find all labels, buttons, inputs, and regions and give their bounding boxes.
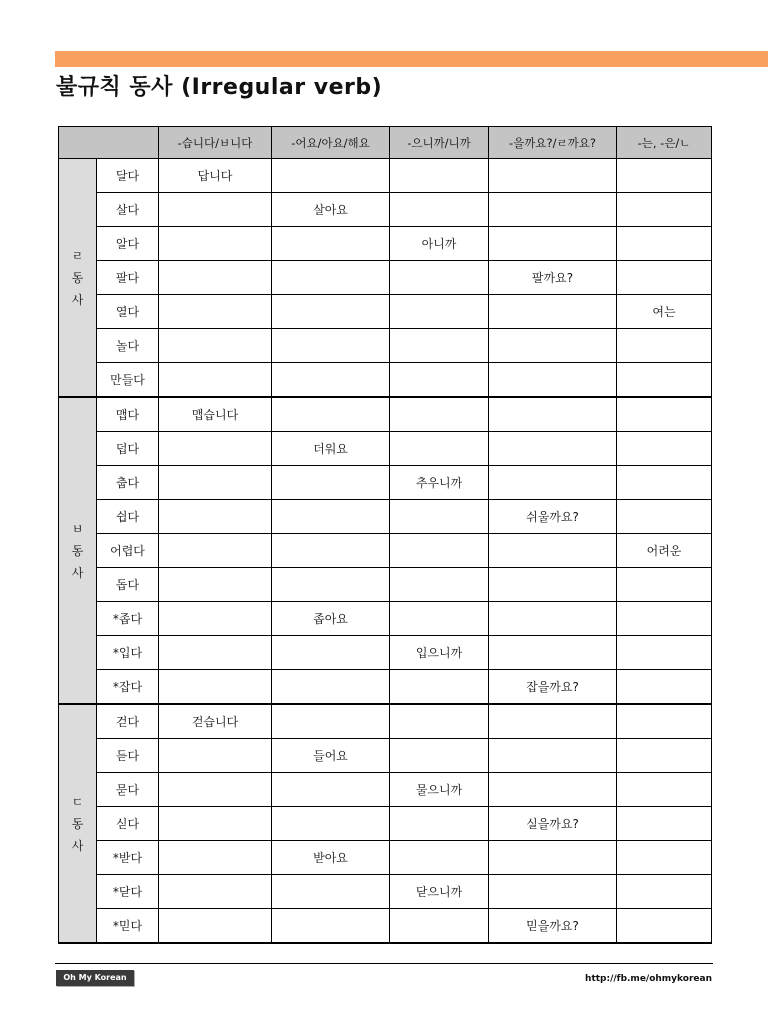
verb-cell: *믿다	[97, 909, 159, 944]
conjugation-cell: 어려운	[617, 534, 712, 568]
verb-cell: *닫다	[97, 875, 159, 909]
verb-cell: 싣다	[97, 807, 159, 841]
table-row	[59, 159, 712, 193]
conjugation-cell: 입으니까	[390, 636, 489, 670]
verb-cell: *좁다	[97, 602, 159, 636]
table-row	[59, 295, 712, 329]
conjugation-cell	[272, 534, 390, 568]
conjugation-cell	[390, 807, 489, 841]
conjugation-cell	[159, 636, 272, 670]
table-row	[59, 773, 712, 807]
conjugation-cell	[159, 193, 272, 227]
conjugation-cell	[159, 295, 272, 329]
conjugation-cell	[489, 159, 617, 193]
conjugation-cell	[272, 363, 390, 398]
verb-cell: 팔다	[97, 261, 159, 295]
verb-group-label-char: 사	[71, 292, 84, 307]
conjugation-cell: 물으니까	[390, 773, 489, 807]
verb-group-label-char: 사	[71, 565, 84, 580]
conjugation-cell	[617, 193, 712, 227]
verb-cell: 덥다	[97, 432, 159, 466]
table-row	[59, 227, 712, 261]
conjugation-cell	[390, 841, 489, 875]
conjugation-cell	[489, 466, 617, 500]
conjugation-cell	[489, 704, 617, 739]
conjugation-cell	[489, 841, 617, 875]
page-title: 불규칙 동사 (Irregular verb)	[56, 75, 383, 100]
conjugation-cell	[272, 397, 390, 432]
conjugation-cell	[489, 295, 617, 329]
table-row	[59, 909, 712, 944]
header-cell-corner	[59, 127, 159, 159]
conjugation-cell	[617, 739, 712, 773]
table-row	[59, 500, 712, 534]
verb-cell: 살다	[97, 193, 159, 227]
verb-group-label-char: 동	[71, 543, 84, 558]
conjugation-cell	[489, 875, 617, 909]
conjugation-cell	[617, 807, 712, 841]
conjugation-cell	[617, 397, 712, 432]
verb-cell: 어렵다	[97, 534, 159, 568]
conjugation-cell	[390, 500, 489, 534]
conjugation-cell: 여는	[617, 295, 712, 329]
verb-group-label-char: 동	[71, 270, 84, 285]
conjugation-cell	[390, 568, 489, 602]
conjugation-cell	[489, 227, 617, 261]
header-row	[59, 127, 712, 159]
verb-cell: *받다	[97, 841, 159, 875]
conjugation-cell: 받아요	[272, 841, 390, 875]
table-row	[59, 568, 712, 602]
conjugation-cell	[159, 909, 272, 944]
conjugation-cell	[159, 739, 272, 773]
conjugation-cell	[617, 909, 712, 944]
conjugation-cell	[489, 432, 617, 466]
conjugation-cell	[489, 636, 617, 670]
conjugation-cell	[617, 500, 712, 534]
conjugation-cell	[272, 636, 390, 670]
conjugation-cell	[390, 329, 489, 363]
conjugation-cell	[390, 534, 489, 568]
top-accent-bar	[55, 51, 768, 67]
header-cell-because: -으니까/니까	[390, 127, 489, 159]
conjugation-cell	[159, 841, 272, 875]
table-row	[59, 363, 712, 398]
verb-cell: 돕다	[97, 568, 159, 602]
conjugation-cell	[390, 602, 489, 636]
conjugation-cell: 답니다	[159, 159, 272, 193]
conjugation-cell	[390, 159, 489, 193]
conjugation-cell	[617, 773, 712, 807]
verb-cell: 맵다	[97, 397, 159, 432]
conjugation-cell	[272, 466, 390, 500]
table-row	[59, 193, 712, 227]
conjugation-cell	[617, 602, 712, 636]
conjugation-cell: 맵습니다	[159, 397, 272, 432]
conjugation-cell	[272, 670, 390, 705]
conjugation-cell	[272, 773, 390, 807]
conjugation-cell	[617, 568, 712, 602]
conjugation-cell	[617, 227, 712, 261]
conjugation-cell	[390, 193, 489, 227]
conjugation-cell	[272, 227, 390, 261]
conjugation-cell	[617, 704, 712, 739]
conjugation-cell	[489, 534, 617, 568]
conjugation-cell: 쉬울까요?	[489, 500, 617, 534]
conjugation-cell	[617, 875, 712, 909]
conjugation-cell	[159, 261, 272, 295]
conjugation-cell	[159, 670, 272, 705]
conjugation-cell	[159, 807, 272, 841]
conjugation-cell	[617, 670, 712, 705]
conjugation-cell	[159, 329, 272, 363]
table-row	[59, 739, 712, 773]
conjugation-cell	[489, 739, 617, 773]
verb-cell: 달다	[97, 159, 159, 193]
conjugation-cell	[390, 739, 489, 773]
conjugation-cell	[617, 329, 712, 363]
header-cell-modifier: -는, -은/ㄴ	[617, 127, 712, 159]
conjugation-cell: 잡을까요?	[489, 670, 617, 705]
verb-group-label	[59, 704, 97, 943]
table-row	[59, 329, 712, 363]
conjugation-cell: 닫으니까	[390, 875, 489, 909]
conjugation-cell	[489, 397, 617, 432]
conjugation-cell	[159, 534, 272, 568]
verb-cell: 열다	[97, 295, 159, 329]
conjugation-cell	[489, 773, 617, 807]
table-row	[59, 807, 712, 841]
conjugation-cell	[390, 261, 489, 295]
conjugation-cell: 들어요	[272, 739, 390, 773]
verb-cell: 쉽다	[97, 500, 159, 534]
conjugation-cell	[390, 295, 489, 329]
conjugation-cell	[159, 466, 272, 500]
conjugation-cell: 믿을까요?	[489, 909, 617, 944]
conjugation-cell	[159, 568, 272, 602]
verb-cell: 만들다	[97, 363, 159, 398]
verb-group-label	[59, 159, 97, 398]
conjugation-cell	[272, 909, 390, 944]
conjugation-cell	[617, 363, 712, 398]
verb-group-label	[59, 397, 97, 704]
verb-cell: *잡다	[97, 670, 159, 705]
conjugation-cell	[390, 704, 489, 739]
conjugation-cell	[489, 602, 617, 636]
conjugation-cell	[617, 636, 712, 670]
verb-group-label-char: ㄹ	[71, 248, 84, 263]
conjugation-cell: 더워요	[272, 432, 390, 466]
conjugation-cell	[272, 568, 390, 602]
verb-group-label-char: 사	[71, 838, 84, 853]
conjugation-cell: 좁아요	[272, 602, 390, 636]
conjugation-cell: 살아요	[272, 193, 390, 227]
table-row	[59, 261, 712, 295]
table-row	[59, 432, 712, 466]
conjugation-cell	[272, 159, 390, 193]
conjugation-cell	[272, 807, 390, 841]
conjugation-cell	[489, 329, 617, 363]
verb-cell: 묻다	[97, 773, 159, 807]
footer-url[interactable]: http://fb.me/ohmykorean	[585, 974, 712, 984]
conjugation-cell	[390, 363, 489, 398]
conjugation-cell	[159, 875, 272, 909]
table-row	[59, 602, 712, 636]
conjugation-cell	[272, 704, 390, 739]
conjugation-cell	[272, 875, 390, 909]
conjugation-cell	[159, 363, 272, 398]
conjugation-cell: 아니까	[390, 227, 489, 261]
conjugation-cell: 걷습니다	[159, 704, 272, 739]
verb-cell: 알다	[97, 227, 159, 261]
conjugation-cell: 팔까요?	[489, 261, 617, 295]
table-row	[59, 670, 712, 705]
conjugation-cell	[272, 295, 390, 329]
table-row	[59, 397, 712, 432]
conjugation-cell	[390, 909, 489, 944]
footer-divider	[55, 963, 713, 964]
table-row	[59, 841, 712, 875]
conjugation-cell	[159, 773, 272, 807]
verb-cell: 춥다	[97, 466, 159, 500]
conjugation-cell	[159, 227, 272, 261]
conjugation-cell	[159, 602, 272, 636]
conjugation-cell	[489, 193, 617, 227]
verb-group-label-char: 동	[71, 816, 84, 831]
verb-cell: 놀다	[97, 329, 159, 363]
verb-group-label-char: ㅂ	[71, 521, 84, 536]
verb-cell: *입다	[97, 636, 159, 670]
conjugation-cell	[617, 159, 712, 193]
conjugation-cell	[272, 500, 390, 534]
conjugation-cell: 실을까요?	[489, 807, 617, 841]
verb-cell: 듣다	[97, 739, 159, 773]
table-row	[59, 534, 712, 568]
conjugation-cell	[617, 466, 712, 500]
header-cell-polite: -어요/아요/해요	[272, 127, 390, 159]
verb-cell: 걷다	[97, 704, 159, 739]
table-row	[59, 704, 712, 739]
conjugation-cell: 추우니까	[390, 466, 489, 500]
header-cell-formal: -습니다/ㅂ니다	[159, 127, 272, 159]
table-row	[59, 636, 712, 670]
conjugation-cell	[617, 432, 712, 466]
verb-group-label-char: ㄷ	[71, 794, 84, 809]
conjugation-cell	[390, 432, 489, 466]
conjugation-cell	[617, 261, 712, 295]
conjugation-cell	[272, 261, 390, 295]
conjugation-cell	[159, 432, 272, 466]
irregular-verb-table	[58, 126, 712, 944]
footer-logo: Oh My Korean	[56, 970, 134, 986]
conjugation-cell	[489, 363, 617, 398]
header-cell-shall-we: -을까요?/ㄹ까요?	[489, 127, 617, 159]
conjugation-cell	[390, 670, 489, 705]
conjugation-cell	[159, 500, 272, 534]
conjugation-cell	[272, 329, 390, 363]
table-row	[59, 875, 712, 909]
conjugation-cell	[390, 397, 489, 432]
table-row	[59, 466, 712, 500]
conjugation-cell	[617, 841, 712, 875]
conjugation-cell	[489, 568, 617, 602]
